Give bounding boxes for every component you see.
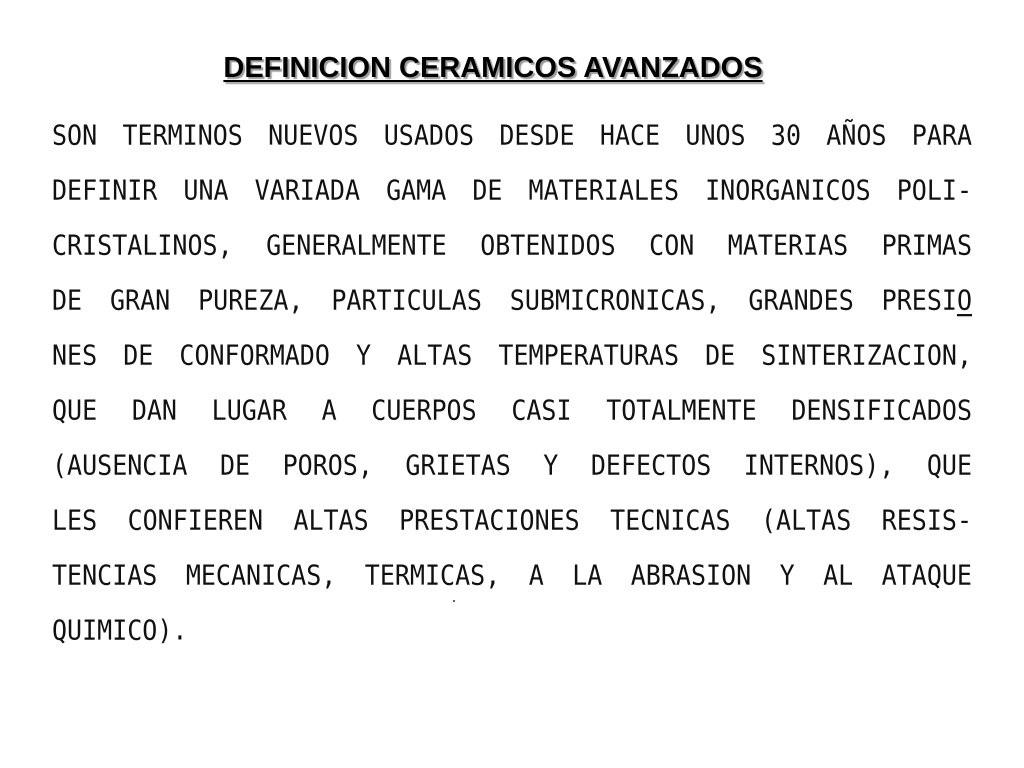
- definition-paragraph: [52, 112, 972, 662]
- paragraph-line-3: CRISTALINOS, GENERALMENTE OBTENIDOS CON MATERIAS PRIMAS: [52, 228, 972, 262]
- paragraph-line-6: QUE DAN LUGAR A CUERPOS CASI TOTALMENTE DENSIFICADOS: [52, 393, 972, 427]
- paragraph-line-2: DEFINIR UNA VARIADA GAMA DE MATERIALES INORGANICOS POLI-: [52, 173, 972, 207]
- paragraph-line-4: DE GRAN PUREZA, PARTICULAS SUBMICRONICAS, GRANDES PRESIO: [52, 283, 972, 317]
- paragraph-line-1: SON TERMINOS NUEVOS USADOS DESDE HACE UNOS 30 AÑOS PARA: [52, 118, 972, 152]
- scan-speck: [453, 600, 455, 602]
- underlined-letter: O: [956, 283, 972, 317]
- paragraph-line-5: NES DE CONFORMADO Y ALTAS TEMPERATURAS DE SINTERIZACION,: [52, 338, 972, 372]
- paragraph-line-9: TENCIAS MECANICAS, TERMICAS, A LA ABRASION Y AL ATAQUE: [52, 558, 972, 592]
- paragraph-line-10: QUIMICO).: [52, 613, 188, 647]
- paragraph-line-7: (AUSENCIA DE POROS, GRIETAS Y DEFECTOS INTERNOS), QUE: [52, 448, 972, 482]
- paragraph-line-8: LES CONFIEREN ALTAS PRESTACIONES TECNICAS (ALTAS RESIS-: [52, 503, 972, 537]
- slide-title: DEFINICION CERAMICOS AVANZADOS: [223, 52, 763, 84]
